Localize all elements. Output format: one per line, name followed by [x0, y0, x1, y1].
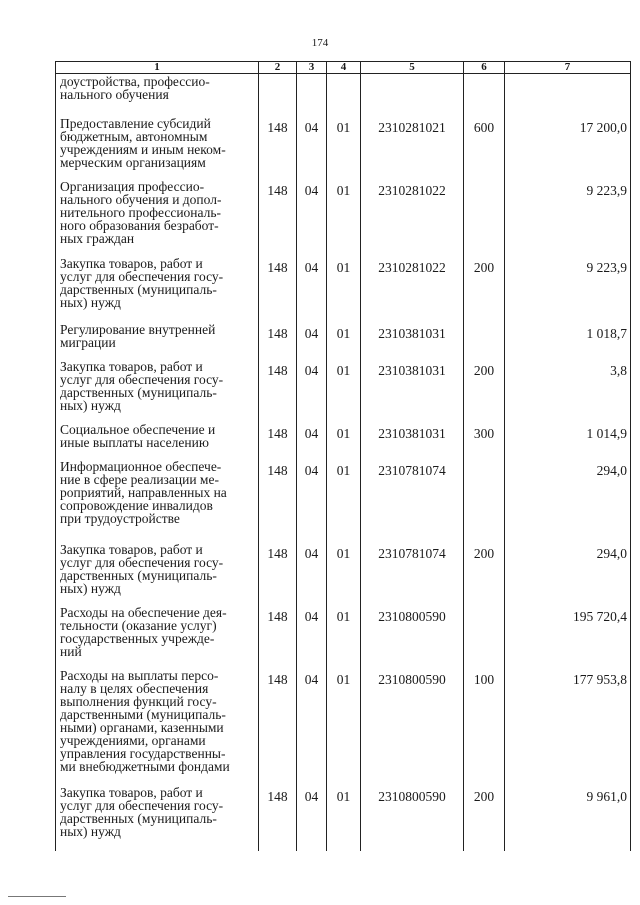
expense-type-cell: 300: [464, 423, 505, 460]
subsection-cell: 01: [327, 257, 361, 323]
code-cell: 148: [259, 323, 297, 360]
amount-cell: 1 018,7: [505, 323, 631, 360]
table-row: [56, 543, 631, 606]
header-row: [56, 62, 631, 74]
table-row: [56, 669, 631, 786]
amount-cell: 1 014,9: [505, 423, 631, 460]
table-row: [56, 460, 631, 543]
code-cell: 148: [259, 543, 297, 606]
target-article-cell: 2310781074: [361, 460, 464, 543]
amount-cell: 294,0: [505, 460, 631, 543]
column-header: 6: [464, 62, 505, 74]
expense-type-cell: [464, 606, 505, 669]
row-name-cell: Информационное обеспече- ние в сфере реализации ме- роприятий, направленных на сопровождение инвалидов при трудоустройстве: [56, 460, 259, 543]
table-row: [56, 423, 631, 460]
row-name-cell: Расходы на выплаты персо- налу в целях обеспечения выполнения функций госу- дарственными (муниципаль- ными) органами, казенными учреждениями, органами управления государственны- ми внебюджетными фондами: [56, 669, 259, 786]
expense-type-cell: 200: [464, 360, 505, 423]
target-article-cell: 2310281022: [361, 257, 464, 323]
target-article-cell: 2310381031: [361, 323, 464, 360]
subsection-cell: 01: [327, 543, 361, 606]
table-row: [56, 323, 631, 360]
column-header: 4: [327, 62, 361, 74]
budget-table: [55, 61, 631, 851]
section-cell: [297, 74, 327, 117]
row-name-cell: Регулирование внутренней миграции: [56, 323, 259, 360]
table-row: [56, 606, 631, 669]
subsection-cell: 01: [327, 423, 361, 460]
expense-type-cell: [464, 323, 505, 360]
amount-cell: 294,0: [505, 543, 631, 606]
subsection-cell: 01: [327, 323, 361, 360]
subsection-cell: 01: [327, 786, 361, 851]
row-name-cell: Предоставление субсидий бюджетным, автономным учреждениям и иным неком- мерческим организациям: [56, 117, 259, 180]
column-header: 3: [297, 62, 327, 74]
section-cell: 04: [297, 257, 327, 323]
subsection-cell: 01: [327, 669, 361, 786]
target-article-cell: 2310800590: [361, 786, 464, 851]
amount-cell: 9 223,9: [505, 180, 631, 257]
amount-cell: 17 200,0: [505, 117, 631, 180]
table-row: [56, 360, 631, 423]
target-article-cell: 2310281021: [361, 117, 464, 180]
code-cell: 148: [259, 257, 297, 323]
section-cell: 04: [297, 543, 327, 606]
expense-type-cell: 100: [464, 669, 505, 786]
target-article-cell: 2310381031: [361, 423, 464, 460]
table-row: [56, 180, 631, 257]
code-cell: 148: [259, 360, 297, 423]
target-article-cell: 2310800590: [361, 606, 464, 669]
target-article-cell: [361, 74, 464, 117]
section-cell: 04: [297, 606, 327, 669]
subsection-cell: 01: [327, 606, 361, 669]
code-cell: 148: [259, 606, 297, 669]
code-cell: 148: [259, 786, 297, 851]
section-cell: 04: [297, 323, 327, 360]
code-cell: 148: [259, 423, 297, 460]
section-cell: 04: [297, 180, 327, 257]
row-name-cell: Закупка товаров, работ и услуг для обеспечения госу- дарственных (муниципаль- ных) нужд: [56, 786, 259, 851]
row-name-cell: доустройства, профессио- нального обучения: [56, 74, 259, 117]
expense-type-cell: [464, 74, 505, 117]
row-name-cell: Закупка товаров, работ и услуг для обеспечения госу- дарственных (муниципаль- ных) нужд: [56, 257, 259, 323]
subsection-cell: [327, 74, 361, 117]
amount-cell: 9 223,9: [505, 257, 631, 323]
row-name-cell: Расходы на обеспечение дея- тельности (оказание услуг) государственных учрежде- ний: [56, 606, 259, 669]
target-article-cell: 2310781074: [361, 543, 464, 606]
row-name-cell: Закупка товаров, работ и услуг для обеспечения госу- дарственных (муниципаль- ных) нужд: [56, 543, 259, 606]
expense-type-cell: 600: [464, 117, 505, 180]
section-cell: 04: [297, 786, 327, 851]
amount-cell: [505, 74, 631, 117]
expense-type-cell: 200: [464, 543, 505, 606]
amount-cell: 177 953,8: [505, 669, 631, 786]
amount-cell: 9 961,0: [505, 786, 631, 851]
column-header: 1: [56, 62, 259, 74]
expense-type-cell: [464, 180, 505, 257]
table-row: [56, 74, 631, 117]
section-cell: 04: [297, 360, 327, 423]
code-cell: 148: [259, 460, 297, 543]
column-header: 5: [361, 62, 464, 74]
section-cell: 04: [297, 423, 327, 460]
table-row: [56, 786, 631, 851]
code-cell: 148: [259, 117, 297, 180]
subsection-cell: 01: [327, 117, 361, 180]
page-number: 174: [311, 37, 329, 49]
section-cell: 04: [297, 117, 327, 180]
amount-cell: 3,8: [505, 360, 631, 423]
subsection-cell: 01: [327, 460, 361, 543]
section-cell: 04: [297, 669, 327, 786]
expense-type-cell: 200: [464, 786, 505, 851]
code-cell: [259, 74, 297, 117]
subsection-cell: 01: [327, 360, 361, 423]
expense-type-cell: [464, 460, 505, 543]
target-article-cell: 2310381031: [361, 360, 464, 423]
target-article-cell: 2310281022: [361, 180, 464, 257]
amount-cell: 195 720,4: [505, 606, 631, 669]
subsection-cell: 01: [327, 180, 361, 257]
code-cell: 148: [259, 669, 297, 786]
column-header: 2: [259, 62, 297, 74]
table-row: [56, 117, 631, 180]
column-header: 7: [505, 62, 631, 74]
scan-edge-line: [8, 896, 66, 897]
section-cell: 04: [297, 460, 327, 543]
table-row: [56, 257, 631, 323]
row-name-cell: Закупка товаров, работ и услуг для обеспечения госу- дарственных (муниципаль- ных) нужд: [56, 360, 259, 423]
code-cell: 148: [259, 180, 297, 257]
expense-type-cell: 200: [464, 257, 505, 323]
row-name-cell: Социальное обеспечение и иные выплаты населению: [56, 423, 259, 460]
target-article-cell: 2310800590: [361, 669, 464, 786]
row-name-cell: Организация профессио- нального обучения и допол- нительного профессиональ- ного образования безработ- ных граждан: [56, 180, 259, 257]
